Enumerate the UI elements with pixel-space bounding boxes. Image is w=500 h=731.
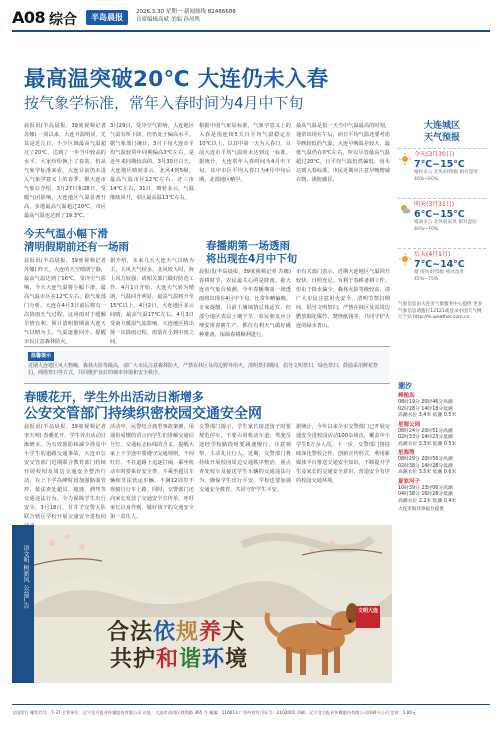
tide-source: 大连市海洋预报台提供 bbox=[398, 507, 444, 512]
tide-location: 棒槌岛 08时19分 20时46分高潮 02时28分 14时18分低潮 高潮水位 3.4米 低潮 0.5米 bbox=[398, 393, 457, 418]
poster-seal: 文明大连 bbox=[356, 606, 380, 628]
story2-column-3: 交警部门提示，学生家长接送孩子时要规范停车，不要占用机动车道；驾驶员途经学校路段时要减速慢行，注意观察，主动礼让行人。近期，交警部门将持续开展校园周边交通秩序整治，重点查处校车及接送学生车辆的交通违法行为，确保学生出行平安。学校也要加强交通安全教育，共同守护学生平安。 bbox=[199, 424, 291, 493]
page-number: A08 bbox=[12, 8, 46, 27]
weather-day-3: 后天(4月1日) 7℃~14℃ 晴 南风4到5级 相对湿度：45%~75% bbox=[398, 248, 486, 298]
sun-cloud-icon bbox=[399, 203, 411, 215]
page-header bbox=[12, 6, 490, 32]
public-service-poster bbox=[12, 525, 392, 683]
poster-side-banner: 讲文明 树新风 公益广告 bbox=[12, 525, 34, 683]
notice-strip bbox=[24, 346, 390, 384]
notice-label: 温馨提示 bbox=[28, 352, 54, 361]
section2-title-line1: 春播期第一场透雨 bbox=[206, 240, 290, 252]
story2-headline: 公安交管部门持续织密校园交通安全网 bbox=[24, 406, 262, 422]
section1-column-1: 晨报讯(半岛晨报、39度视频记者 苏娜) 昨天，大连的天空晴朗宁静，最高气温达到了16℃。受冷空气影响，今天大连气温将小幅下滑，最高气温市区在12℃左右。据气象部门分析，大连在4月3日前后将有一次降雨天气过程，这场雨对于缓解旱情有利。预计清明假期前大连天气以晴为主，气温逐渐回升。提醒市民注意森林防火。 bbox=[24, 258, 106, 345]
main-subhead: 按气象学标准，常年入春时间为4月中下旬 bbox=[24, 94, 304, 112]
weather-day-2: 明天(3月31日) 6℃~15℃ 晴间多云 北风转南风 相对湿度：40%~70% bbox=[398, 198, 486, 248]
dog-illustration bbox=[256, 591, 366, 681]
page-footer bbox=[12, 704, 490, 720]
weather-forecast-box bbox=[398, 120, 486, 370]
story1-column-4: 最高气温是指一天当中气温最高的时刻，通常出现在午后，而日平均气温还要考虑早晚较低的气温。大连早晚温差较大，最低气温仍在0℃左右，所以尽管最高气温超过20℃，日平均气温仍然偏低，尚未达到入春标准。市民近期应注意早晚增减衣物，谨防感冒。 bbox=[296, 123, 390, 183]
header-meta bbox=[136, 8, 236, 24]
section1-title-line1: 今天气温小幅下滑 bbox=[24, 228, 108, 240]
weather-title: 大连城区 天气预报 bbox=[423, 121, 460, 143]
sun-icon bbox=[399, 253, 411, 265]
date-line: 2026.3.30 星期一 新闻热线 82486688 bbox=[136, 9, 236, 15]
story2-kicker: 春暖花开，学生外出活动日渐增多 bbox=[24, 390, 205, 404]
section2-column-1: 晨报讯(半岛晨报、39度视频记者 苏娜) 春耕时节，农民最关心的是降雨。据大连市气象台预测，今年春播期第一场透雨将出现在4月中下旬，比常年略偏晚。专家提醒，目前土壤墒情总体适宜，但部分地区表层土壤干旱，农民朋友应合理安排春耕生产，抓住有利天气做好播种准备，保障春耕顺利进行。 bbox=[199, 269, 291, 338]
editor-line: 首席编辑高斌 美编 孙凤鸣 bbox=[136, 17, 200, 23]
section1-column-2: 据介绍，未来几天大连天气以晴为主，大风天气较多。北风较大时，海上风力较强，请相关部门做好防范工作。4月1日开始，大连天气转为晴朗，气温回升明显，最高气温将升至15℃以上。4月2日，大连地区多云间晴，最高气温17℃左右。4月3日受南方暖湿气流影响，大连地区将出现一次降雨过程，雨量在小到中雨之间。 bbox=[110, 258, 194, 345]
story1-column-3: 根据中国气象局标准，气象学意义上的入春是指连续5天日平均气温稳定在10℃以上，以其中第一天为入春日。目前大连市平均气温尚未达到这一标准。据统计，大连常年入春时间为4月中下旬，其中市区平均入春日为4月中旬后期，北部地区略早。 bbox=[199, 123, 291, 183]
section2-title-line2: 将出现在4月中下旬 bbox=[206, 253, 298, 265]
weather-day-1: 今天(3月30日) 7℃~15℃ 晴转多云 北风4到5级 相对湿度：40%~60% bbox=[398, 148, 486, 198]
tide-location: 星海湾 08时29分 20时56分高潮 02时38分 14时28分低潮 高潮水位 3.5米 低潮 0.6米 bbox=[398, 450, 457, 475]
tide-location: 夏家河子 10时39分 23时06分高潮 04时38分 16时28分低潮 高潮水位 2.2米 低潮 0.4米 bbox=[398, 478, 457, 504]
poster-slogan-line1: 合法依规养犬 bbox=[107, 620, 246, 645]
section-name: 综合 bbox=[49, 12, 77, 28]
tide-box bbox=[398, 382, 486, 542]
story2-column-2: 活动中，民警结合典型事故案例，用通俗易懂的语言向学生们讲解交通信号灯、交通标志标线的含义，提醒大家上下学途中要遵守交通规则，不闯红灯、不在道路上追逐打闹，乘坐机动车时要系好安全带，不乘坐超员车辆和非法营运车辆，不满12周岁不得骑自行车上路。同时，交警部门还向家长发放了交通安全宣传单，呼吁家长以身作则，做好孩子的交通安全第一责任人。 bbox=[110, 424, 194, 520]
footer-info: 全国发行 邮发代号：7-37 主管单位：辽宁北方报业传媒股份有限公司 社址：大连市西岗区胜利路 365 号 邮编：116013 广告经营许可证号：2102001 印刷：辽宁北方报业传媒股份有限公司印刷分公司 定价：1.00元 bbox=[12, 710, 417, 715]
story1-column-2: 3月29日，受冷空气影响，大连地区气温有所下降，但仍处于偏高水平。据气象部门统计，3月下旬大连市平均气温较常年同期偏高3℃左右，是近年来同期较高的。3月30日白天，大连地区晴间多云，北风4到5级，最高气温市区12℃左右，北三市14℃左右。31日，晴转多云，气温继续回升，市区最高温13℃左右。 bbox=[110, 123, 194, 201]
weather-source-note: 气象信息由大连市气象服务中心提供 更多气象信息请拨打12121或登录中国天气网辽宁站 http://ln.weather.com.cn bbox=[398, 302, 483, 320]
tide-title: 潮汐 bbox=[398, 382, 412, 390]
section1-title-line2: 清明假期前还有一场雨 bbox=[24, 241, 129, 253]
newspaper-logo: 半岛晨报 bbox=[86, 10, 128, 25]
main-headline: 最高温突破20℃ 大连仍未入春 bbox=[24, 67, 329, 92]
section2-column-2: 市有关部门表示，近期大连地区气温回升较快，日照充足，有利于春耕备耕工作。但由于降水偏少，森林火险等级较高，请广大市民注意用火安全。清明节祭扫期间，倡导文明祭扫，严禁在林区及其周边燃放烟花爆竹、焚烧纸钱等，共同守护大连的绿水青山。 bbox=[296, 269, 390, 329]
story2-column-1: 晨报讯(半岛晨报、39度视频记者 李天明) 春暖花开，学生外出活动日渐增多。为有效预防和减少涉及中小学生的道路交通事故，大连市公安交管部门近期联合教育部门持续开展校园及周边交通安全整治行动，在上下学高峰时段加强路面管控，依法查处超员、超速、酒驾等交通违法行为，全力保障学生出行安全。3月18日，甘井子交警大队联合辖区学校开展交通安全进校园 bbox=[24, 424, 106, 520]
story1-column-1: 晨报讯(半岛晨报、39度视频记者 苏娜) 一周以来，大连升温明显，尤其是近几日，不少区域最高气温超过了20℃，达到了一年当中较高的水平，大家纷纷换上了春装。但从气象学标准来看，大连目前仍未进入气象学意义上的春季。据大连市气象台介绍，3月27日和28日，受暖气团影响，大连地区气温显著升高，多地最高气温超过20℃，市区最高气温也达到了19.3℃。 bbox=[24, 123, 106, 219]
notice-text: 近期大连地区风大物燥，森林火险等级高，请广大市民注意森林防火，严禁在林区及周边野外用火。清明祭扫期间，倡导文明祭扫、绿色祭扫，鼓励采用鲜花祭扫、网络祭扫等方式，共同维护良好的城市环境和安全秩序。 bbox=[28, 363, 379, 376]
tide-location: 星海公园 08时24分 20时51分高潮 02时33分 14时23分低潮 高潮水位 3.3米 低潮 0.5米 bbox=[398, 421, 457, 447]
poster-slogan-line2: 共护和谐环境 bbox=[110, 647, 249, 672]
story2-column-4: 据统计，今年以来全市交警部门已开展交通安全进校园活动100余场次，覆盖中小学生5万余人次。下一步，交警部门将持续深化警校合作，创新宣传形式，利用新媒体平台推送交通安全知识，不断提升学生及家长的交通安全意识，营造安全有序的校园交通环境。 bbox=[296, 424, 390, 484]
sun-icon bbox=[399, 153, 411, 165]
